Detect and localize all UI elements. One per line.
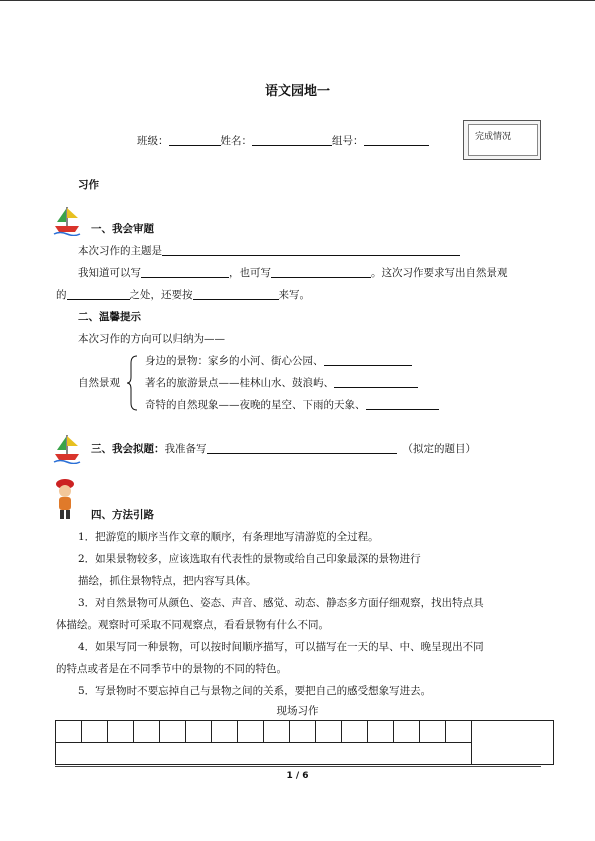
title-blank[interactable] [207,443,397,454]
s4-heading: 四、方法引路 [91,509,154,521]
s2-item-1-text: 身边的景物：家乡的小河、街心公园、 [145,355,324,367]
name-label: 姓名： [220,135,252,147]
item-blank-3[interactable] [366,399,439,410]
grid-cell[interactable] [394,721,420,743]
grid-cell[interactable] [56,721,82,743]
grid-cell[interactable] [316,721,342,743]
sailboat-icon-2 [52,432,82,464]
writing-title: 现场习作 [276,705,319,717]
grid-cell[interactable] [342,721,368,743]
grid-cell[interactable] [212,721,238,743]
s2-intro: 本次习作的方向可以归纳为—— [78,333,225,345]
cartoon-boy-icon [52,476,78,522]
s2-item-3 [145,398,439,412]
theme-blank[interactable] [162,245,460,256]
item-blank-1[interactable] [324,355,412,366]
grid-cell[interactable] [420,721,446,743]
s2-heading: 二、温馨提示 [78,311,141,323]
s2-item-2 [145,376,418,390]
s1-line2-a: 我知道可以写 [78,267,141,279]
s3-heading: 三、我会拟题： [91,443,165,455]
s4-p3a: 3．对自然景物可从颜色、姿态、声音、感觉、动态、静态多方面仔细观察，找出特点具 [78,597,484,609]
s1-line2-b: ，也可写 [229,267,271,279]
grid-cell[interactable] [186,721,212,743]
s4-p1: 1．把游览的顺序当作文章的顺序，有条理地写清游览的全过程。 [78,531,379,543]
grid-side-box[interactable] [472,721,554,765]
grid-cell[interactable] [446,721,472,743]
s4-p2a: 2．如果景物较多，应该选取有代表性的景物或给自己印象最深的景物进行 [78,553,421,565]
s1-heading: 一、我会审题 [91,223,154,235]
grid-cell[interactable] [134,721,160,743]
class-blank[interactable] [169,135,221,146]
name-blank[interactable] [252,135,332,146]
stamp-frame [468,124,538,156]
s3-line [91,442,476,456]
s1-line1-text: 本次习作的主题是 [78,245,162,257]
stamp-label: 完成情况 [475,132,512,142]
page-number: 1 / 6 [286,771,309,781]
grid-row-2[interactable] [56,743,472,765]
s1-line3-a: 的 [56,289,67,301]
feature-blank[interactable] [67,289,130,300]
left-brace [126,355,138,411]
page-title: 语文园地一 [264,84,330,99]
grid-cell[interactable] [160,721,186,743]
group-blank[interactable] [364,135,429,146]
student-info-line [137,134,429,148]
s3-note: （拟定的题目） [402,443,476,455]
s4-p4a: 4．如果写同一种景物，可以按时间顺序描写，可以描写在一天的早、中、晚呈现出不同 [78,641,484,653]
s2-item-2-text: 著名的旅游景点——桂林山水、鼓浪屿、 [145,377,334,389]
grid-cell[interactable] [238,721,264,743]
write-blank-1[interactable] [141,267,229,278]
grid-cell[interactable] [290,721,316,743]
class-label: 班级： [137,135,169,147]
order-blank[interactable] [193,289,279,300]
s1-line1 [78,244,460,258]
s1-line2 [78,266,508,280]
s3-text: 我准备写 [164,443,207,455]
s2-item-3-text: 奇特的自然现象——夜晚的星空、下雨的天象、 [145,399,366,411]
group-label: 组号： [332,135,364,147]
top-border [0,0,595,1]
completion-stamp [463,120,541,160]
sailboat-icon [52,204,82,236]
item-blank-2[interactable] [334,377,418,388]
grid-cell[interactable] [108,721,134,743]
s1-line3-b: 之处，还要按 [129,289,193,301]
footer-divider [55,766,541,767]
grid-cell[interactable] [82,721,108,743]
s4-p2b: 描绘，抓住景物特点，把内容写具体。 [78,575,257,587]
s2-item-1 [145,354,412,368]
s4-p5: 5．写景物时不要忘掉自己与景物之间的关系，要把自己的感受想象写进去。 [78,685,432,697]
section-heading: 习作 [78,179,99,191]
grid-cell[interactable] [368,721,394,743]
grid-cell[interactable] [264,721,290,743]
s1-line3 [56,288,310,302]
s1-line2-c: 。这次习作要求写出自然景观 [371,267,508,279]
writing-grid [55,720,554,765]
s2-label: 自然景观 [78,377,120,389]
write-blank-2[interactable] [271,267,371,278]
s4-p3b: 体描绘。观察时可采取不同观察点，看看景物有什么不同。 [56,619,329,631]
s1-line3-c: 来写。 [278,289,310,301]
s4-p4b: 的特点或者是在不同季节中的景物的不同的特色。 [56,663,287,675]
